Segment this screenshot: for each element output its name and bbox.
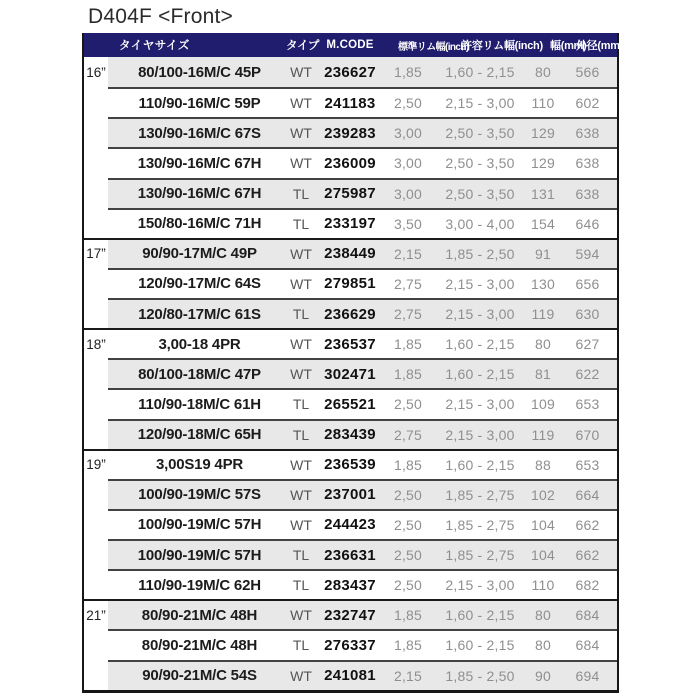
cell-tire-size: 110/90-18M/C 61H bbox=[108, 388, 286, 418]
cell-std-rim: 1,85 bbox=[384, 629, 432, 659]
size-label bbox=[84, 388, 108, 418]
cell-m-code: 236539 bbox=[324, 456, 376, 474]
cell-m-code: 265521 bbox=[316, 388, 384, 418]
cell-allow-rim: 1,60 - 2,15 bbox=[445, 456, 515, 473]
cell-std-rim: 2,75 bbox=[384, 419, 432, 449]
cell-tire-size: 3,00S19 4PR bbox=[155, 456, 244, 474]
cell-outer-dia: 566 bbox=[558, 57, 617, 87]
cell-std-rim: 2,50 bbox=[384, 388, 432, 418]
cell-type: TL bbox=[286, 539, 316, 569]
header-width-mm: 幅(mm) bbox=[550, 40, 587, 52]
size-label bbox=[84, 629, 108, 659]
cell-type: WT bbox=[290, 456, 312, 473]
cell-outer-dia: 670 bbox=[558, 419, 617, 449]
cell-tire-size: 3,00-18 4PR bbox=[158, 335, 241, 353]
cell-width-mm: 102 bbox=[528, 479, 558, 509]
cell-width-mm: 91 bbox=[528, 240, 558, 268]
cell-m-code: 236631 bbox=[316, 539, 384, 569]
cell-tire-size: 100/90-19M/C 57H bbox=[108, 509, 286, 539]
table-row bbox=[84, 419, 617, 449]
cell-outer-dia: 630 bbox=[558, 298, 617, 328]
cell-m-code: 283437 bbox=[316, 569, 384, 599]
header-allow-rim: 許容リム幅(inch) bbox=[461, 40, 543, 52]
cell-outer-dia: 638 bbox=[558, 178, 617, 208]
cell-type: TL bbox=[286, 298, 316, 328]
cell-allow-rim: 1,60 - 2,15 bbox=[432, 57, 528, 87]
cell-allow-rim: 1,60 - 2,15 bbox=[432, 629, 528, 659]
cell-outer-dia: 602 bbox=[558, 87, 617, 117]
table-row bbox=[84, 569, 617, 599]
cell-m-code: 241081 bbox=[316, 660, 384, 690]
cell-m-code: 232747 bbox=[316, 601, 384, 629]
cell-type: WT bbox=[286, 479, 316, 509]
cell-m-code: 239283 bbox=[316, 117, 384, 147]
size-label bbox=[84, 509, 108, 539]
cell-m-code: 237001 bbox=[316, 479, 384, 509]
cell-outer-dia: 638 bbox=[558, 117, 617, 147]
cell-allow-rim: 2,15 - 3,00 bbox=[432, 268, 528, 298]
cell-type: WT bbox=[286, 601, 316, 629]
cell-width-mm: 90 bbox=[528, 660, 558, 690]
table-row bbox=[84, 117, 617, 147]
cell-width-mm: 80 bbox=[528, 601, 558, 629]
cell-tire-size: 100/90-19M/C 57H bbox=[108, 539, 286, 569]
cell-width-mm: 110 bbox=[528, 569, 558, 599]
cell-type: WT bbox=[286, 509, 316, 539]
size-label bbox=[84, 419, 108, 449]
table-row bbox=[84, 449, 617, 479]
cell-tire-size: 130/90-16M/C 67H bbox=[108, 147, 286, 177]
table-row bbox=[84, 328, 617, 358]
table-row bbox=[84, 238, 617, 268]
size-label bbox=[84, 268, 108, 298]
cell-width-mm: 130 bbox=[528, 268, 558, 298]
size-label: 21” bbox=[84, 601, 108, 629]
cell-m-code: 236629 bbox=[316, 298, 384, 328]
cell-tire-size: 120/90-18M/C 65H bbox=[108, 419, 286, 449]
cell-outer-dia: 638 bbox=[558, 147, 617, 177]
cell-type: TL bbox=[286, 178, 316, 208]
cell-allow-rim: 1,85 - 2,50 bbox=[432, 240, 528, 268]
cell-std-rim: 3,00 bbox=[384, 147, 432, 177]
cell-width-mm: 110 bbox=[528, 87, 558, 117]
cell-tire-size: 150/80-16M/C 71H bbox=[108, 208, 286, 238]
cell-width-mm: 104 bbox=[528, 539, 558, 569]
cell-outer-dia: 653 bbox=[558, 388, 617, 418]
cell-width-mm: 80 bbox=[535, 336, 551, 353]
table-row bbox=[84, 509, 617, 539]
cell-type: TL bbox=[286, 388, 316, 418]
cell-allow-rim: 1,60 - 2,15 bbox=[445, 336, 515, 353]
table-row bbox=[84, 660, 617, 690]
table-row bbox=[84, 178, 617, 208]
cell-width-mm: 80 bbox=[528, 629, 558, 659]
cell-width-mm: 104 bbox=[528, 509, 558, 539]
cell-width-mm: 81 bbox=[528, 358, 558, 388]
cell-m-code: 233197 bbox=[316, 208, 384, 238]
table-row bbox=[84, 268, 617, 298]
cell-m-code: 302471 bbox=[316, 358, 384, 388]
cell-allow-rim: 2,15 - 3,00 bbox=[432, 298, 528, 328]
cell-outer-dia: 627 bbox=[575, 336, 600, 353]
header-type: タイプ bbox=[286, 40, 320, 52]
cell-allow-rim: 2,15 - 3,00 bbox=[432, 569, 528, 599]
cell-outer-dia: 622 bbox=[558, 358, 617, 388]
cell-tire-size: 90/90-17M/C 49P bbox=[108, 240, 286, 268]
size-label bbox=[84, 539, 108, 569]
cell-type: TL bbox=[286, 419, 316, 449]
header-tire-size: タイヤサイズ bbox=[119, 40, 190, 52]
cell-allow-rim: 2,50 - 3,50 bbox=[432, 117, 528, 147]
cell-type: WT bbox=[286, 57, 316, 87]
cell-allow-rim: 2,50 - 3,50 bbox=[432, 178, 528, 208]
header-outer-dia-mm: 外径(mm) bbox=[575, 40, 624, 52]
size-label bbox=[84, 178, 108, 208]
size-label: 17” bbox=[84, 240, 108, 268]
cell-type: TL bbox=[286, 629, 316, 659]
cell-type: WT bbox=[286, 147, 316, 177]
cell-outer-dia: 662 bbox=[558, 539, 617, 569]
table-row bbox=[84, 57, 617, 87]
cell-m-code: 244423 bbox=[316, 509, 384, 539]
cell-tire-size: 130/90-16M/C 67S bbox=[108, 117, 286, 147]
cell-tire-size: 90/90-21M/C 54S bbox=[108, 660, 286, 690]
cell-width-mm: 80 bbox=[528, 57, 558, 87]
cell-allow-rim: 1,85 - 2,75 bbox=[432, 539, 528, 569]
cell-std-rim: 1,85 bbox=[384, 601, 432, 629]
cell-tire-size: 80/100-18M/C 47P bbox=[108, 358, 286, 388]
header-std-rim: 標準リム幅(inch) bbox=[398, 41, 469, 53]
cell-width-mm: 154 bbox=[528, 208, 558, 238]
size-label: 18” bbox=[84, 330, 108, 358]
cell-std-rim: 3,00 bbox=[384, 117, 432, 147]
cell-std-rim: 2,50 bbox=[384, 509, 432, 539]
cell-type: TL bbox=[286, 569, 316, 599]
cell-type: TL bbox=[286, 208, 316, 238]
table-body bbox=[84, 57, 617, 690]
cell-allow-rim: 2,15 - 3,00 bbox=[432, 87, 528, 117]
cell-allow-rim: 1,60 - 2,15 bbox=[432, 358, 528, 388]
cell-std-rim: 2,15 bbox=[384, 240, 432, 268]
cell-tire-size: 80/100-16M/C 45P bbox=[108, 57, 286, 87]
size-label bbox=[84, 660, 108, 690]
cell-m-code: 275987 bbox=[316, 178, 384, 208]
cell-type: WT bbox=[286, 268, 316, 298]
cell-width-mm: 131 bbox=[528, 178, 558, 208]
cell-width-mm: 88 bbox=[535, 456, 551, 473]
cell-std-rim: 2,50 bbox=[384, 479, 432, 509]
cell-tire-size: 130/90-16M/C 67H bbox=[108, 178, 286, 208]
cell-type: WT bbox=[286, 358, 316, 388]
cell-tire-size: 100/90-19M/C 57S bbox=[108, 479, 286, 509]
header-m-code: M.CODE bbox=[326, 39, 374, 51]
cell-tire-size: 120/80-17M/C 61S bbox=[108, 298, 286, 328]
cell-std-rim: 2,50 bbox=[384, 87, 432, 117]
table-header-row bbox=[84, 33, 624, 57]
cell-m-code: 236537 bbox=[324, 335, 376, 353]
cell-tire-size: 80/90-21M/C 48H bbox=[108, 629, 286, 659]
cell-outer-dia: 662 bbox=[558, 509, 617, 539]
cell-std-rim: 3,50 bbox=[384, 208, 432, 238]
table-row bbox=[84, 599, 617, 629]
size-label bbox=[84, 208, 108, 238]
cell-outer-dia: 646 bbox=[558, 208, 617, 238]
table-row bbox=[84, 87, 617, 117]
cell-std-rim: 2,75 bbox=[384, 298, 432, 328]
table-row bbox=[84, 298, 617, 328]
cell-width-mm: 129 bbox=[528, 147, 558, 177]
table-row bbox=[84, 539, 617, 569]
cell-m-code: 276337 bbox=[316, 629, 384, 659]
cell-type: WT bbox=[290, 336, 312, 353]
cell-allow-rim: 1,60 - 2,15 bbox=[432, 601, 528, 629]
cell-outer-dia: 653 bbox=[575, 456, 600, 473]
cell-std-rim: 3,00 bbox=[384, 178, 432, 208]
size-label: 19” bbox=[84, 451, 108, 479]
size-label bbox=[84, 147, 108, 177]
cell-std-rim: 2,50 bbox=[384, 569, 432, 599]
cell-outer-dia: 664 bbox=[558, 479, 617, 509]
size-label bbox=[84, 358, 108, 388]
cell-outer-dia: 684 bbox=[558, 601, 617, 629]
cell-type: WT bbox=[286, 117, 316, 147]
table-row bbox=[84, 208, 617, 238]
cell-type: WT bbox=[286, 660, 316, 690]
cell-tire-size: 110/90-16M/C 59P bbox=[108, 87, 286, 117]
page-title: D404F <Front> bbox=[88, 5, 234, 28]
table-row bbox=[84, 147, 617, 177]
cell-std-rim: 2,75 bbox=[384, 268, 432, 298]
cell-m-code: 283439 bbox=[316, 419, 384, 449]
cell-std-rim: 1,85 bbox=[384, 57, 432, 87]
table-row bbox=[84, 358, 617, 388]
cell-std-rim: 1,85 bbox=[393, 336, 423, 353]
cell-outer-dia: 594 bbox=[558, 240, 617, 268]
cell-allow-rim: 1,85 - 2,75 bbox=[432, 479, 528, 509]
cell-tire-size: 110/90-19M/C 62H bbox=[108, 569, 286, 599]
size-label bbox=[84, 298, 108, 328]
table-row bbox=[84, 479, 617, 509]
cell-std-rim: 1,85 bbox=[384, 358, 432, 388]
size-label bbox=[84, 117, 108, 147]
table-row bbox=[84, 629, 617, 659]
cell-allow-rim: 2,15 - 3,00 bbox=[432, 388, 528, 418]
cell-allow-rim: 1,85 - 2,75 bbox=[432, 509, 528, 539]
cell-m-code: 236009 bbox=[316, 147, 384, 177]
size-label bbox=[84, 479, 108, 509]
cell-width-mm: 129 bbox=[528, 117, 558, 147]
cell-outer-dia: 694 bbox=[558, 660, 617, 690]
cell-std-rim: 2,50 bbox=[384, 539, 432, 569]
cell-tire-size: 80/90-21M/C 48H bbox=[108, 601, 286, 629]
cell-allow-rim: 1,85 - 2,50 bbox=[432, 660, 528, 690]
cell-m-code: 236627 bbox=[316, 57, 384, 87]
size-label bbox=[84, 87, 108, 117]
cell-outer-dia: 656 bbox=[558, 268, 617, 298]
size-label bbox=[84, 569, 108, 599]
tire-spec-table bbox=[82, 33, 624, 693]
cell-tire-size: 120/90-17M/C 64S bbox=[108, 268, 286, 298]
cell-type: WT bbox=[286, 87, 316, 117]
cell-type: WT bbox=[286, 240, 316, 268]
cell-width-mm: 109 bbox=[528, 388, 558, 418]
cell-width-mm: 119 bbox=[528, 419, 558, 449]
cell-std-rim: 2,15 bbox=[384, 660, 432, 690]
cell-m-code: 279851 bbox=[316, 268, 384, 298]
table-row bbox=[84, 388, 617, 418]
cell-outer-dia: 682 bbox=[558, 569, 617, 599]
size-label: 16” bbox=[84, 57, 108, 87]
cell-m-code: 238449 bbox=[316, 240, 384, 268]
cell-width-mm: 119 bbox=[528, 298, 558, 328]
cell-allow-rim: 2,15 - 3,00 bbox=[432, 419, 528, 449]
cell-outer-dia: 684 bbox=[558, 629, 617, 659]
cell-allow-rim: 2,50 - 3,50 bbox=[432, 147, 528, 177]
cell-m-code: 241183 bbox=[316, 87, 384, 117]
cell-std-rim: 1,85 bbox=[393, 456, 423, 473]
cell-allow-rim: 3,00 - 4,00 bbox=[432, 208, 528, 238]
